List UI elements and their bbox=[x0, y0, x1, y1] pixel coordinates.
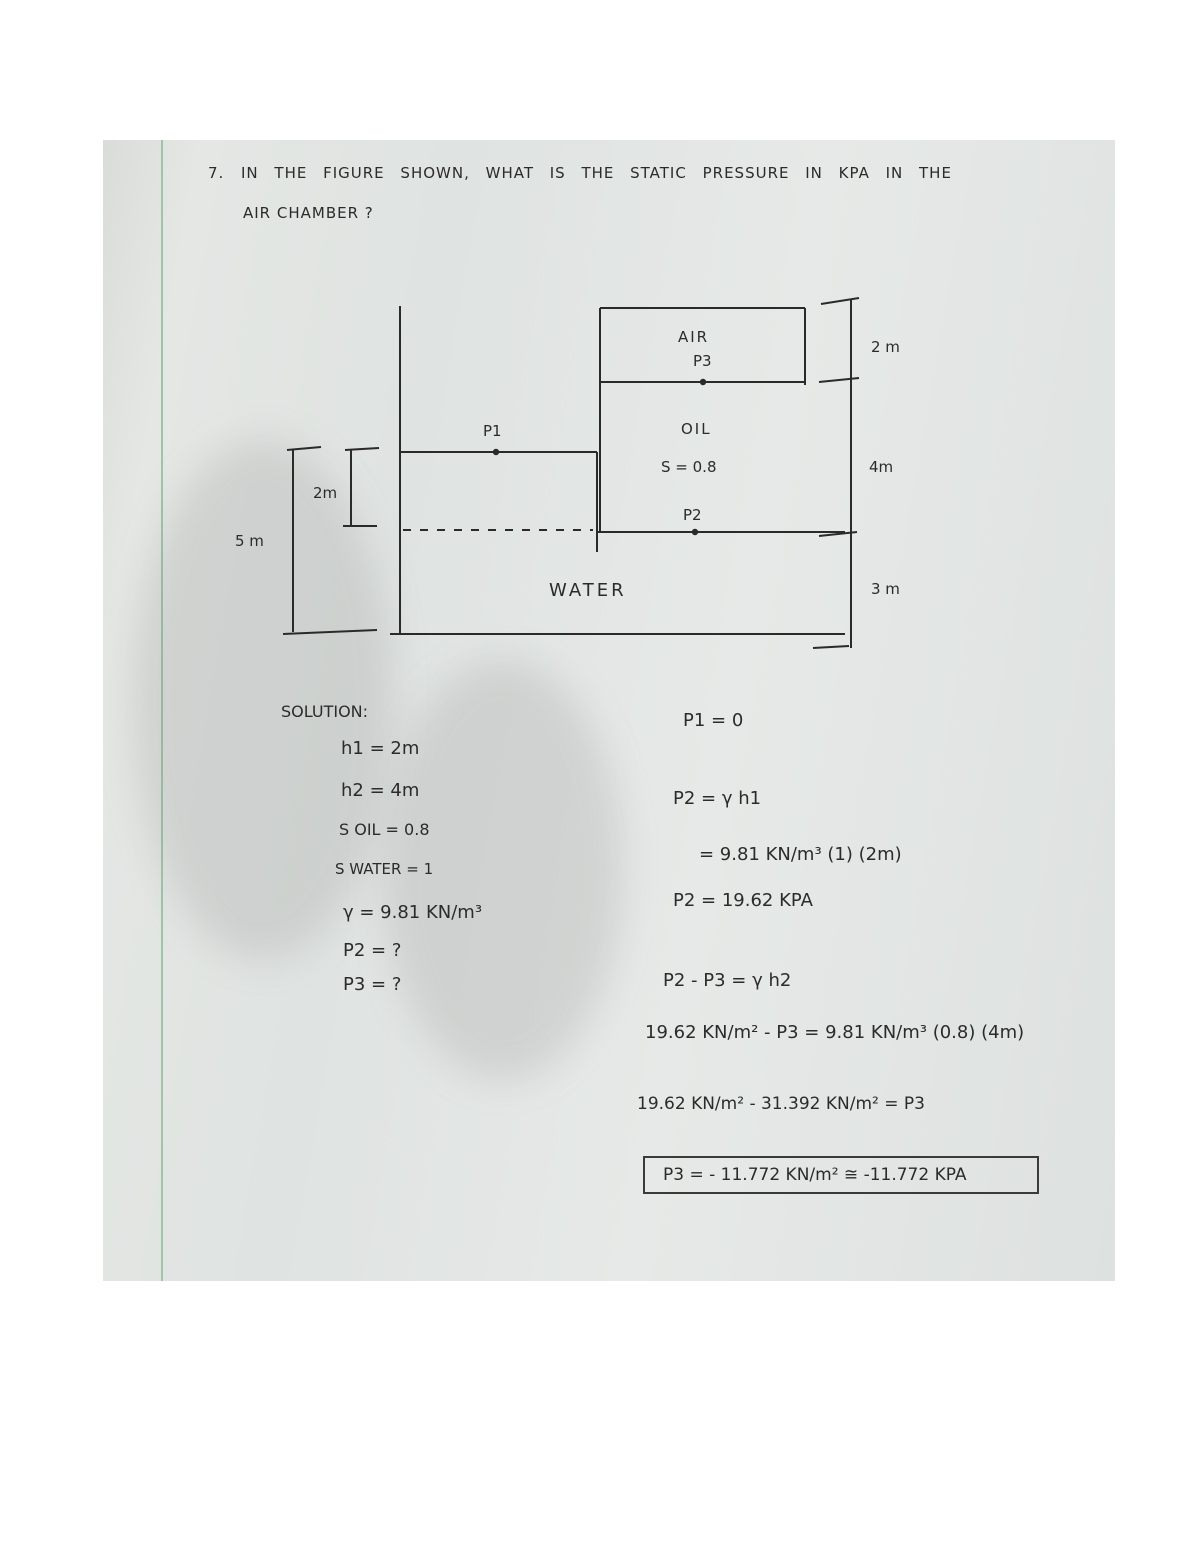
step-substitution: 19.62 KN/m² - P3 = 9.81 KN/m³ (0.8) (4m) bbox=[645, 1022, 1025, 1043]
answer-box bbox=[643, 1156, 1039, 1194]
step-p2-formula: P2 = γ h1 bbox=[673, 788, 762, 809]
step-simplified: 19.62 KN/m² - 31.392 KN/m² = P3 bbox=[637, 1094, 925, 1114]
solution-heading: SOLUTION: bbox=[281, 702, 369, 721]
step-p1: P1 = 0 bbox=[683, 710, 744, 731]
problem-number: 7. bbox=[208, 164, 225, 182]
left-2m-dimension: 2m bbox=[313, 484, 338, 502]
right-4m-dimension: 4m bbox=[869, 458, 894, 476]
water-label: WATER bbox=[549, 580, 627, 601]
left-5m-dimension: 5 m bbox=[235, 532, 264, 550]
given-p2-unknown: P2 = ? bbox=[343, 940, 402, 961]
given-s-water: S WATER = 1 bbox=[335, 860, 434, 878]
step-p2-p3-formula: P2 - P3 = γ h2 bbox=[663, 970, 792, 991]
step-p2-result: P2 = 19.62 KPA bbox=[673, 890, 813, 911]
p2-label: P2 bbox=[683, 506, 702, 524]
oil-label: OIL bbox=[681, 420, 712, 438]
right-2m-dimension: 2 m bbox=[871, 338, 900, 356]
question-line-2: AIR CHAMBER ? bbox=[243, 204, 374, 222]
oil-specific-gravity: S = 0.8 bbox=[661, 458, 717, 476]
given-h1: h1 = 2m bbox=[341, 738, 420, 759]
given-p3-unknown: P3 = ? bbox=[343, 974, 402, 995]
air-label: AIR bbox=[678, 328, 710, 346]
given-h2: h2 = 4m bbox=[341, 780, 420, 801]
notebook-page bbox=[103, 140, 1115, 1281]
p1-label: P1 bbox=[483, 422, 502, 440]
given-gamma: γ = 9.81 KN/m³ bbox=[343, 902, 483, 923]
final-answer: P3 = - 11.772 KN/m² ≅ -11.772 KPA bbox=[663, 1165, 967, 1185]
step-p2-substitution: = 9.81 KN/m³ (1) (2m) bbox=[699, 844, 902, 865]
tank-diagram bbox=[103, 140, 1115, 700]
question-line-1: IN THE FIGURE SHOWN, WHAT IS THE STATIC PRESSURE IN KPA IN THE bbox=[241, 164, 952, 182]
right-3m-dimension: 3 m bbox=[871, 580, 900, 598]
given-s-oil: S OIL = 0.8 bbox=[339, 820, 430, 839]
p3-label: P3 bbox=[693, 352, 712, 370]
